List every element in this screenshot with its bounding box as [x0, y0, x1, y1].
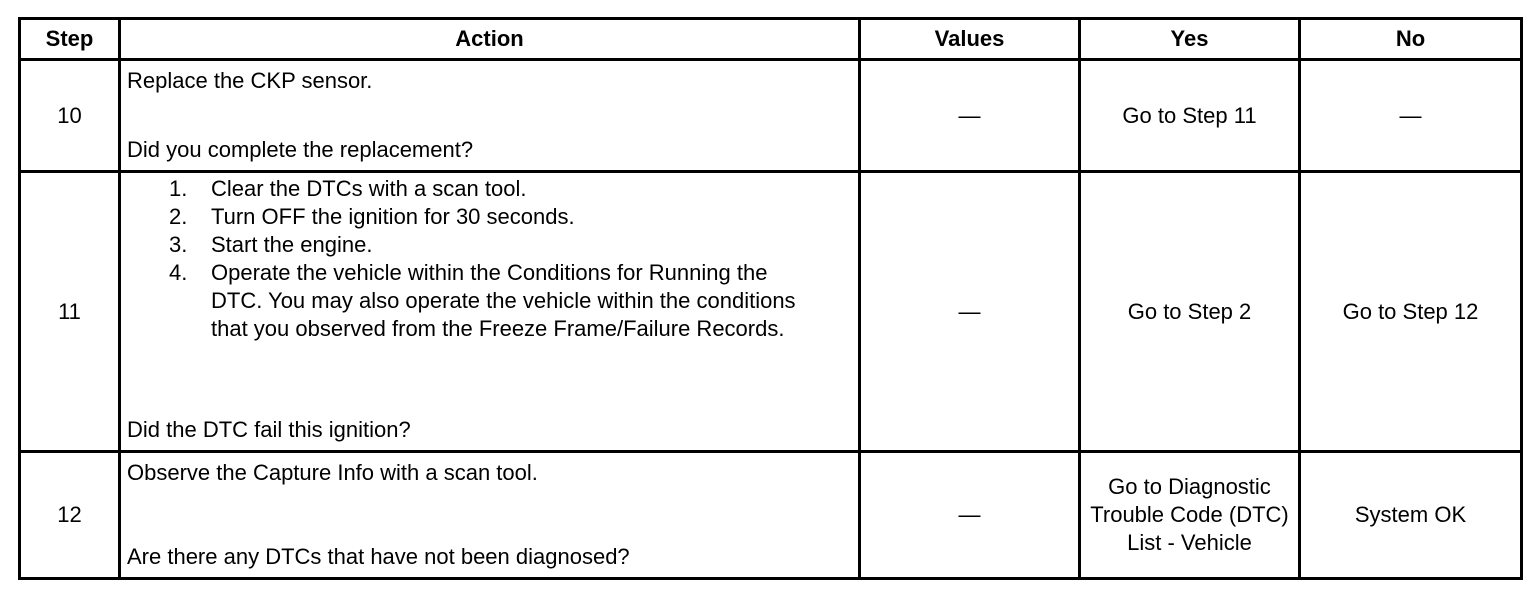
header-action: Action [120, 19, 860, 60]
values-cell: — [860, 172, 1080, 452]
list-item-number: 1. [169, 176, 188, 201]
yes-cell [1080, 172, 1300, 452]
diagnostic-table [18, 17, 1523, 580]
no-value: System OK [1354, 502, 1467, 527]
header-values: Values [860, 19, 1080, 60]
list-item-number: 4. [169, 260, 188, 285]
action-question: Did you complete the replacement? [127, 137, 474, 162]
action-cell [120, 452, 860, 579]
header-step: Step [20, 19, 120, 60]
no-cell [1300, 60, 1522, 172]
yes-cell [1080, 60, 1300, 172]
action-instruction: Replace the CKP sensor. [127, 68, 373, 93]
list-item-text: Turn OFF the ignition for 30 seconds. [211, 204, 575, 229]
action-cell [120, 172, 860, 452]
list-item [121, 175, 858, 203]
header-no: No [1300, 19, 1522, 60]
list-item-number: 2. [169, 204, 188, 229]
yes-link[interactable]: Go to Diagnostic Trouble Code (DTC) List - Vehicle [1090, 474, 1289, 555]
action-instruction: Observe the Capture Info with a scan tool. [127, 460, 538, 485]
step-number: 10 [20, 60, 120, 172]
yes-link[interactable]: Go to Step 11 [1122, 102, 1257, 128]
yes-link[interactable]: Go to Step 2 [1127, 298, 1252, 324]
list-item [121, 203, 858, 231]
values-cell: — [860, 452, 1080, 579]
action-question: Did the DTC fail this ignition? [127, 417, 411, 442]
no-link[interactable]: Go to Step 12 [1342, 298, 1479, 324]
table-row [20, 60, 1522, 172]
no-cell [1300, 452, 1522, 579]
action-question: Are there any DTCs that have not been diagnosed? [127, 544, 630, 569]
table-row [20, 172, 1522, 452]
values-cell: — [860, 60, 1080, 172]
yes-cell [1080, 452, 1300, 579]
list-item-text: Operate the vehicle within the Conditions for Running the DTC. You may also operate the vehicle within the conditions that you observed from the Freeze Frame/Failure Records. [211, 260, 796, 341]
step-number: 12 [20, 452, 120, 579]
no-value: — [1399, 102, 1422, 128]
no-cell [1300, 172, 1522, 452]
action-steps-list [121, 173, 858, 343]
header-yes: Yes [1080, 19, 1300, 60]
list-item [121, 259, 858, 343]
list-item-text: Clear the DTCs with a scan tool. [211, 176, 527, 201]
header-row [20, 19, 1522, 60]
action-cell [120, 60, 860, 172]
list-item-text: Start the engine. [211, 232, 373, 257]
list-item [121, 231, 858, 259]
step-number: 11 [20, 172, 120, 452]
table-row [20, 452, 1522, 579]
list-item-number: 3. [169, 232, 188, 257]
